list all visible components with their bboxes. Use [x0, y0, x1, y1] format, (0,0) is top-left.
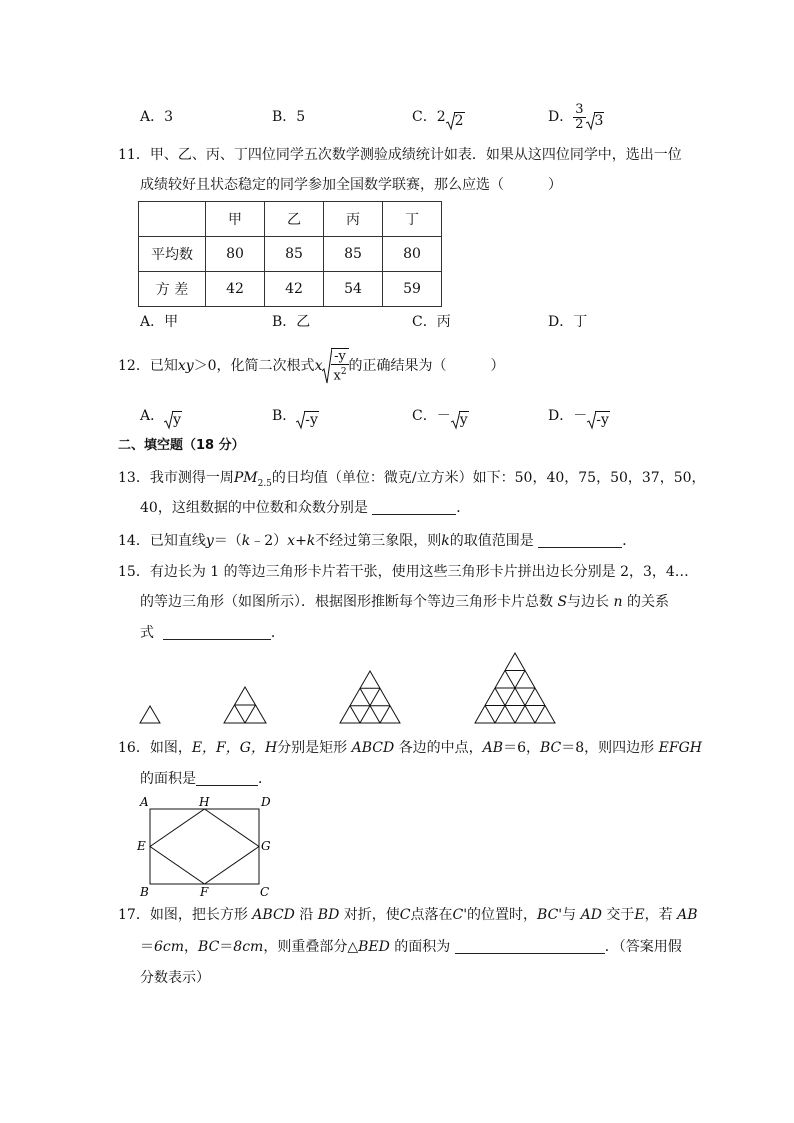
q11-option-a: A．甲 [140, 314, 179, 330]
sqrt-sign [322, 346, 348, 386]
triangle-side-2 [224, 687, 266, 723]
table-cell: 乙 [265, 202, 324, 237]
answer-blank[interactable] [163, 625, 271, 640]
triangle-figures [0, 640, 794, 730]
q16-stem-line2: 的面积是 ． [140, 771, 272, 787]
q11-stem-line1: 11．甲、乙、丙、丁四位同学五次数学测验成绩统计如表．如果从这四位同学中，选出一位 [118, 147, 682, 163]
triangle-side-1 [140, 706, 160, 723]
q15-stem-line2: 的等边三角形（如图所示）．根据图形推断每个等边三角形卡片总数 S与边长 n 的关系 [140, 594, 669, 610]
label-f: F [200, 885, 209, 899]
q12-option-b: B． -y [272, 408, 318, 428]
table-cell: 甲 [206, 202, 265, 237]
table-cell: 80 [383, 237, 442, 272]
scores-table [138, 201, 442, 307]
sqrt-sign: y [164, 410, 182, 430]
table-cell: 85 [265, 237, 324, 272]
q17-stem-line1: 17．如图，把长方形 ABCD 沿 BD 对折，使C点落在C'的位置时，BC'与 AD 交于E，若 AB [118, 907, 698, 923]
sqrt-sign: -y [587, 410, 610, 430]
table-cell: 42 [265, 272, 324, 307]
answer-blank[interactable] [372, 500, 456, 515]
q17-stem-line2: ＝6cm，BC＝8cm，则重叠部分△BED 的面积为 ．（答案用假 [140, 939, 682, 955]
label-b: B [140, 885, 149, 899]
sqrt-sign: y [451, 410, 469, 430]
sqrt-sign: 2 [446, 111, 465, 131]
sqrt-sign: 3 [586, 101, 605, 141]
triangle-side-3 [340, 671, 400, 723]
q10-option-a: A．3 [140, 109, 174, 125]
sqrt-sign: -y [296, 410, 319, 430]
label-c: C [260, 885, 270, 899]
quadrilateral-efgh [150, 809, 259, 884]
q11-option-b: B．乙 [272, 314, 311, 330]
q11-stem-line2: 成绩较好且状态稳定的同学参加全国数学联赛，那么应选（ ） [140, 177, 562, 193]
q10-option-b: B．5 [272, 109, 306, 125]
table-cell: 80 [206, 237, 265, 272]
section-title: 二、填空题（18 分） [118, 438, 245, 453]
table-cell: 54 [324, 272, 383, 307]
answer-blank[interactable] [538, 533, 622, 548]
table-cell: 方 差 [139, 272, 206, 307]
q11-option-c: C．丙 [412, 314, 451, 330]
label-a: A [140, 795, 149, 809]
table-cell: 59 [383, 272, 442, 307]
table-cell: 85 [324, 237, 383, 272]
q15-stem-line1: 15．有边长为 1 的等边三角形卡片若干张，使用这些三角形卡片拼出边长分别是 2，3，4… [118, 564, 689, 580]
q17-stem-line3: 分数表示） [140, 970, 210, 986]
answer-blank[interactable] [196, 771, 258, 786]
q12-option-c: C．－ y [412, 408, 468, 428]
fraction: $\frac{3}{2}$ [575, 101, 584, 132]
q13-stem-line1: 13．我市测得一周$PM_{2.5}$的日均值（单位：微克/立方米）如下：50，40，75，50，37，50， [118, 470, 706, 489]
answer-blank[interactable] [455, 939, 605, 954]
q10-option-c: C．2 2 [412, 109, 464, 129]
q16-stem-line1: 16．如图，E，F，G，H分别是矩形 ABCD 各边的中点，AB＝6，BC＝8，则四边形 EFGH [118, 740, 702, 756]
table-row [139, 237, 442, 272]
table-cell: 丁 [383, 202, 442, 237]
q12-stem: 12．已知xy＞0，化简二次根式x $\frac{-y}{x^2}$ 的正确结果为（ ） [118, 346, 505, 386]
table-cell [139, 202, 206, 237]
q11-option-d: D．丁 [548, 314, 588, 330]
label-g: G [261, 839, 271, 853]
q14-stem: 14．已知直线y＝（k﹣2）x+k不经过第三象限，则k的取值范围是 ． [118, 533, 637, 549]
table-cell: 平均数 [139, 237, 206, 272]
label-e: E [137, 839, 146, 853]
q12-option-a: A． y [140, 408, 182, 428]
table-row [139, 202, 442, 237]
q13-stem-line2: 40，这组数据的中位数和众数分别是 ． [140, 500, 471, 516]
table-cell: 42 [206, 272, 265, 307]
q10-option-d: D． $\frac{3}{2}$ 3 [548, 97, 604, 141]
q15-stem-line3: 式 ． [140, 625, 285, 641]
table-cell: 丙 [324, 202, 383, 237]
fraction: $\frac{-y}{x^2}$ [333, 349, 347, 384]
table-row [139, 272, 442, 307]
q12-option-d: D．－ -y [548, 408, 609, 428]
rectangle-figure [130, 792, 280, 900]
label-d: D [261, 795, 271, 809]
label-h: H [199, 795, 210, 809]
rectangle-abcd [150, 809, 259, 884]
triangle-side-4 [475, 653, 555, 723]
